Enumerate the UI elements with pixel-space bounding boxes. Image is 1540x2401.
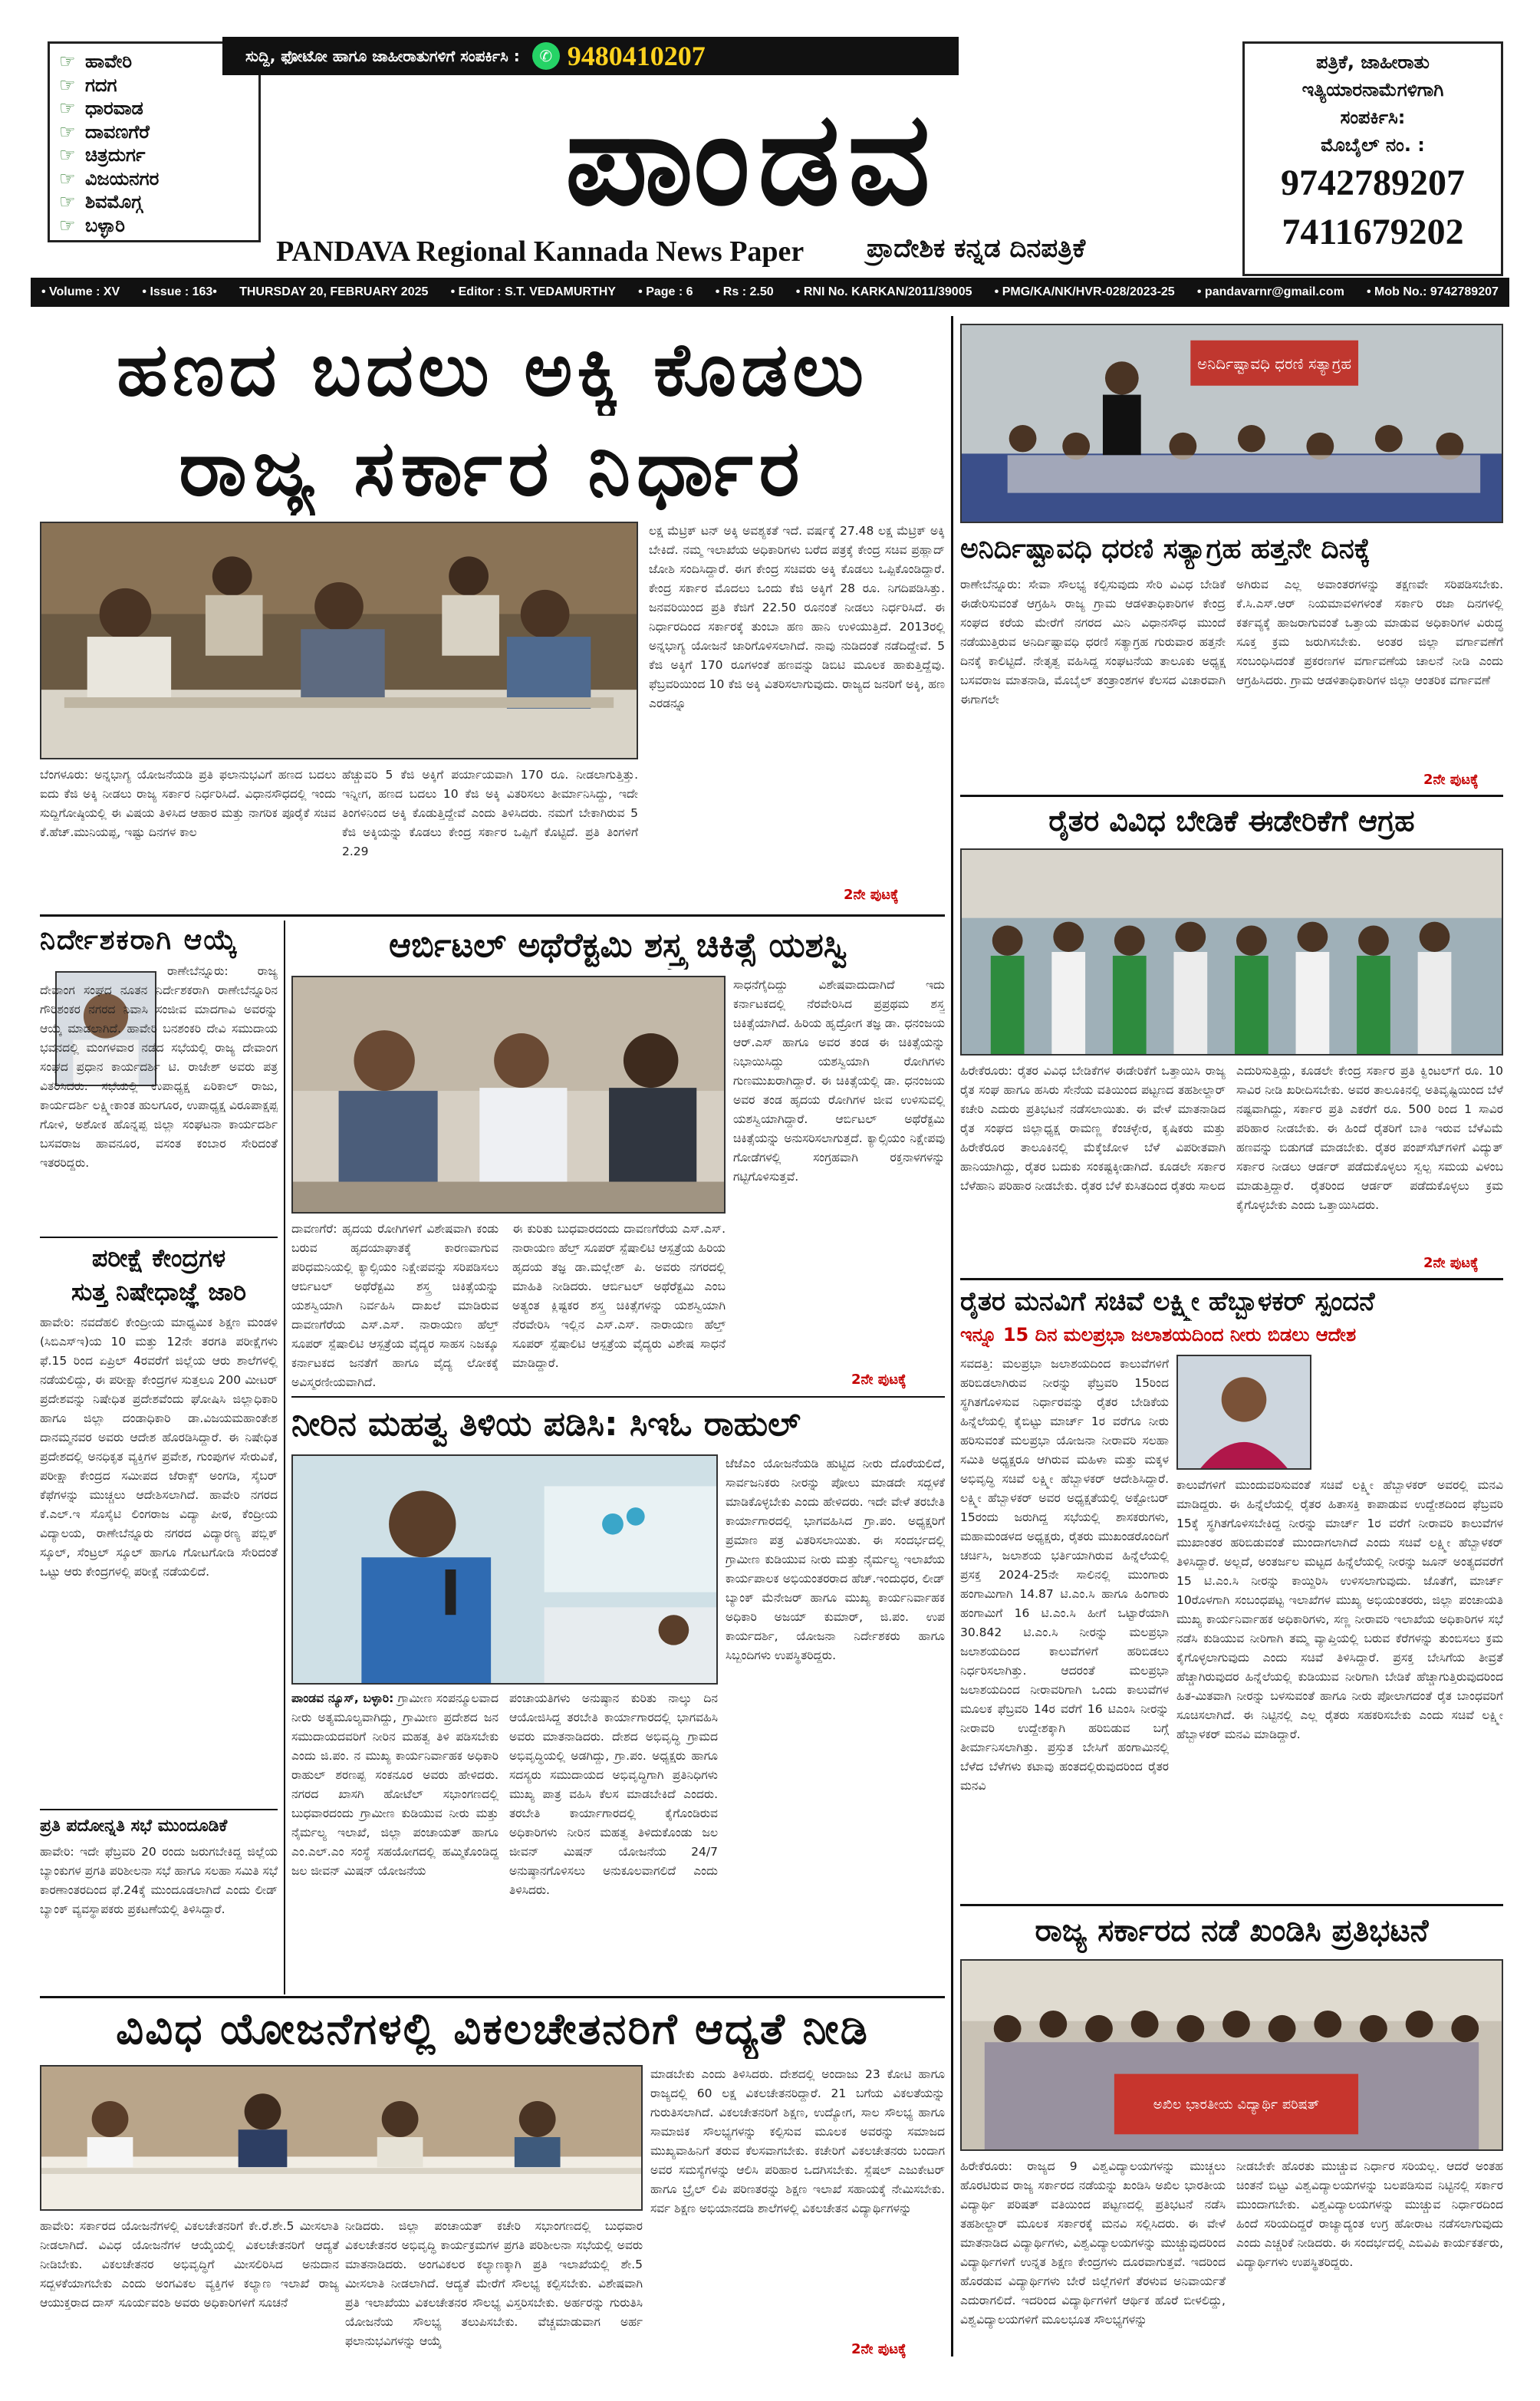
section-divider [40,1237,278,1238]
meeting-postponed-headline: ಪ್ರತಿ ಪದೋನ್ನತಿ ಸಭೆ ಮುಂದೂಡಿಕೆ [40,1816,228,1836]
issue-info-bar [31,278,1509,307]
farmers-protest-photo [962,850,1502,1054]
adbox-phone[interactable]: 7411679202 [1282,212,1464,252]
byline: ಪಾಂಡವ ನ್ಯೂಸ್, ಬಳ್ಳಾರಿ: [291,1691,394,1705]
whatsapp-icon: ✆ [532,42,560,70]
minister-response-headline: ರೈತರ ಮನವಿಗೆ ಸಚಿವೆ ಲಕ್ಷ್ಮೀ ಹೆಬ್ಬಾಳಕರ್ ಸ್ಪಂದನೆ [960,1286,1375,1317]
contact-phone[interactable]: 9480410207 [567,41,706,71]
minister-body-col2: ಕಾಲುವೆಗಳಿಗೆ ಮುಂದುವರಿಸುವಂತೆ ಸಚಿವೆ ಲಕ್ಷ್ಮೀ ಹೆಬ್ಬಾಳಕರ್ ಅವರಲ್ಲಿ ಮನವಿ ಮಾಡಿದ್ದರು. ಈ ಹಿನ್ನೆಲೆಯಲ್ಲಿ ರೈತರ ಹಿತಾಸಕ್ತಿ ಕಾಪಾಡುವ ಉದ್ದೇಶದಿಂದ ಫೆಬ್ರವರಿ 15ಕ್ಕೆ ಸ್ಥಗಿತಗೊಳಿಸಬೇಕಿದ್ದ ನೀರನ್ನು ಮಾರ್ಚ್ 1ರ ವರೆಗೆ ನೀರಾವರಿ ಕಾಲುವೆಗಳ ಮುಖಾಂತರ ಹರಿಬಿಡುವಂತೆ ಮುಂದಾಗಲಾಗಿದೆ ಎಂದು ಸಚಿವೆ ಲಕ್ಷ್ಮೀ ಹೆಬ್ಬಾಳಕರ್ ತಿಳಿಸಿದ್ದಾರೆ. ಅಲ್ಲದೆ, ಅಂತರ್ಜಲ ಮಟ್ಟದ ಹಿನ್ನೆಲೆಯಲ್ಲಿ ನೀರನ್ನು ಜೂನ್ ಅಂತ್ಯದವರೆಗೆ 15 ಟಿ.ಎಂ.ಸಿ ನೀರನ್ನು ಕಾಯ್ದಿರಿಸಿ ಉಳಿಸಲಾಗುವುದು. ಜೊತೆಗೆ, ಮಾರ್ಚ್ 10ರೊಳಗಾಗಿ ಸಂಬಂಧಪಟ್ಟ ಇಲಾಖೆಗಳ ಮುಖ್ಯ ಅಭಿಯಂತರರು, ಜಿಲ್ಲಾ ಪಂಚಾಯತಿ ಮುಖ್ಯ ಕಾರ್ಯನಿರ್ವಾಹಕ ಅಧಿಕಾರಿಗಳು, ಸಣ್ಣ ನೀರಾವರಿ ಇಲಾಖೆಯ ಅಧಿಕಾರಿಗಳ ಸಭೆ ನಡೆಸಿ ಕುಡಿಯುವ ನೀರಿಗಾಗಿ ತಮ್ಮ ವ್ಯಾಪ್ತಿಯಲ್ಲಿ ಬರುವ ಕೆರೆಗಳನ್ನು ತುಂಬಿಸಲು ಕ್ರಮ ಕೈಗೊಳ್ಳಲಾಗುವುದು ಎಂದು ಸಚಿವೆ ತಿಳಿಸಿದ್ದಾರೆ. ಪ್ರಸಕ್ತ ಬೇಸಿಗೆಯ ತೀವ್ರತೆ ಹೆಚ್ಚಾಗಿರುವುದರ ಹಿನ್ನೆಲೆಯಲ್ಲಿ ಕುಡಿಯುವ ನೀರಿಗಾಗಿ ಬೇಡಿಕೆ ಹೆಚ್ಚಾಗುತ್ತಿರುವುದರಿಂದ ಹಿತ-ಮಿತವಾಗಿ ನೀರನ್ನು ಬಳಸುವಂತೆ ಹಾಗೂ ನೀರು ಪೋಲಾಗದಂತೆ ರೈತ ಬಾಂಧವರಿಗೆ ಸೂಚಿಸಲಾಗಿದೆ. ಈ ನಿಟ್ಟಿನಲ್ಲಿ ಎಲ್ಲ ರೈತರು ಸಹಕರಿಸಬೇಕು ಎಂದು ಸಚಿವೆ ಲಕ್ಷ್ಮೀ ಹೆಬ್ಬಾಳಕರ್ ಮನವಿ ಮಾಡಿದ್ದಾರೆ. [1176,1478,1503,1741]
district-item: ☞ ದಾವಣಗೆರೆ [59,120,150,143]
tagline-english: PANDAVA Regional Kannada News Paper [276,235,805,268]
continued-marker: 2ನೇ ಪುಟಕ್ಕೆ [851,1372,907,1388]
district-item: ☞ ವಿಜಯನಗರ [59,167,160,189]
director-body: ರಾಣೇಬೆನ್ನೂರು: ರಾಜ್ಯ ದೇವಾಂಗ ಸಂಘದ ನೂತನ ನಿರ್ದೇಶಕರಾಗಿ ರಾಣೇಬೆನ್ನೂರಿನ ಗೌರಿಶಂಕರ ನಗರದ ನಿವಾಸಿ ಸಂಜೀವ ಮಾದಗಾವಿ ಅವರನ್ನು ಆಯ್ಕೆ ಮಾಡಲಾಗಿದೆ. ಹಾವೇರಿ ಬನಶಂಕರಿ ದೇವಿ ಸಮುದಾಯ ಭವನದಲ್ಲಿ ಮಂಗಳವಾರ ನಡೆದ ಸಭೆಯಲ್ಲಿ ರಾಜ್ಯ ದೇವಾಂಗ ಸಂಘದ ಪ್ರಧಾನ ಕಾರ್ಯದರ್ಶಿ ಟಿ. ರಾಜೇಶ್ ಅವರು ಪತ್ರ ವಿತರಿಸಿದರು. ಸಭೆಯಲ್ಲಿ ಉಪಾಧ್ಯಕ್ಷ ಏರಿಕಾಲ್ ರಾಜು, ಕಾರ್ಯದರ್ಶಿ ಲಕ್ಷ್ಮೀಕಾಂತ ಹುಲಗೂರ, ಉಪಾಧ್ಯಕ್ಷ ವಿರೂಪಾಕ್ಷಪ್ಪ ಗೋಳಿ, ಅಶೋಕ ಹೊನ್ನಪ್ಪ ಜಿಲ್ಲಾ ಸಂಘಟನಾ ಕಾರ್ಯದರ್ಶಿ ಬಸವರಾಜ ಹಾವನೂರ, ವಸಂತ ಕಂಬಾರ ಸೇರಿದಂತೆ ಇತರರಿದ್ದರು. [40,964,278,1170]
dharani-headline: ಅನಿರ್ದಿಷ್ಟಾವಧಿ ಧರಣಿ ಸತ್ಯಾಗ್ರಹ ಹತ್ತನೇ ದಿನಕ್ಕೆ [960,533,1371,565]
price: • Rs : 2.50 [715,285,774,298]
disability-body-col1: ಹಾವೇರಿ: ಸರ್ಕಾರದ ಯೋಜನೆಗಳಲ್ಲಿ ವಿಕಲಚೇತನರಿಗೆ ಕೇ.ರೆ.ಶೇ.5 ಮೀಸಲಾತಿ ನೀಡಲಾಗಿದೆ. ವಿವಿಧ ಯೋಜನೆಗಳ ಆಯ್ಕೆಯಲ್ಲಿ ವಿಕಲಚೇತನರಿಗೆ ಆದ್ಯತೆ ನೀಡಿಬೇಕು. ವಿಕಲಚೇತನರ ಅಭಿವೃದ್ಧಿಗೆ ಮೀಸಲಿರಿಸಿದ ಅನುದಾನ ಸದ್ಬಳಕೆಯಾಗಬೇಕು ಎಂದು ಅಂಗವಿಕಲ ವ್ಯಕ್ತಿಗಳ ಕಲ್ಯಾಣ ಇಲಾಖೆ ರಾಜ್ಯ ಆಯುಕ್ತರಾದ ದಾಸ್ ಸೂರ್ಯವಂಶಿ ಅವರು ಅಧಿಕಾರಿಗಳಿಗೆ ಸೂಚನೆ [40,2219,339,2310]
district-item: ☞ ಶಿವಮೊಗ್ಗ [59,191,143,213]
banner-text: ಅನಿರ್ದಿಷ್ಟಾವಧಿ ಧರಣಿ ಸತ್ಯಾಗ್ರಹ [1197,355,1352,374]
continued-marker: 2ನೇ ಪುಟಕ್ಕೆ [1419,772,1479,788]
lead-body-col1: ಬೆಂಗಳೂರು: ಅನ್ನಭಾಗ್ಯ ಯೋಜನೆಯಡಿ ಪ್ರತಿ ಫಲಾನುಭವಿಗೆ ಹಣದ ಬದಲು ಐದು ಕೆಜಿ ಅಕ್ಕಿ ನೀಡಲು ರಾಜ್ಯ ಸರ್ಕಾರ ನಿರ್ಧರಿಸಿದೆ. ವಿಧಾನಸೌಧದಲ್ಲಿ ಇಂದು ಸುದ್ದಿಗೋಷ್ಠಿಯಲ್ಲಿ ಈ ವಿಷಯ ತಿಳಿಸಿದ ಆಹಾರ ಮತ್ತು ನಾಗರಿಕ ಪೂರೈಕೆ ಸಚಿವ ಕೆ.ಹೆಚ್.ಮುನಿಯಪ್ಪ, ಇಷ್ಟು ದಿನಗಳ ಕಾಲ [40,768,336,839]
farmers-demand-headline: ರೈತರ ವಿವಿಧ ಬೇಡಿಕೆ ಈಡೇರಿಕೆಗೆ ಆಗ್ರಹ [1048,804,1415,838]
disability-photo [40,2065,643,2211]
editor: • Editor : S.T. VEDAMURTHY [450,285,616,298]
orbital-body-col2: ಈ ಕುರಿತು ಬುಧವಾರದಂದು ದಾವಣಗೆರೆಯ ಎಸ್.ಎಸ್. ನಾರಾಯಣ ಹೆಲ್ತ್ ಸೂಪರ್ ಸ್ಪೆಷಾಲಿಟಿ ಆಸ್ಪತ್ರೆಯ ಹಿರಿಯ ಹೃದಯ ತಜ್ಞ ಡಾ.ಮಲ್ಲೇಶ್ ಪಿ. ಅವರು ನಗರದಲ್ಲಿ ಮಾಹಿತಿ ನೀಡಿದರು. ಆರ್ಬಿಟಲ್ ಅಥೆರೆಕ್ಟಮಿ ಎಂಬ ಅತ್ಯಂತ ಕ್ಲಿಷ್ಟಕರ ಶಸ್ತ್ರ ಚಿಕಿತ್ಸೆಗಳನ್ನು ಯಶಸ್ವಿಯಾಗಿ ನೆರವೇರಿಸಿ ಇಲ್ಲಿನ ಎಸ್.ಎಸ್. ನಾರಾಯಣ ಹೆಲ್ತ್ ಸೂಪರ್ ಸ್ಪೆಷಾಲಿಟಿ ಆಸ್ಪತ್ರೆಯ ವೈದ್ಯರು ವಿಶೇಷ ಸಾಧನೆ ಮಾಡಿದ್ದಾರೆ. [512,1222,726,1370]
rni-number: • RNI No. KARKAN/2011/39005 [795,285,972,298]
section-divider [291,1396,945,1398]
volume: • Volume : XV [41,285,120,298]
continued-marker: 2ನೇ ಪುಟಕ್ಕೆ [1419,1255,1479,1271]
water-body-col3: ಜೆಜೆಎಂ ಯೋಜನೆಯಡಿ ಹುಟ್ಟಿದ ನೀರು ದೊರೆಯಲಿದೆ, ಸಾರ್ವಜನಿಕರು ನೀರನ್ನು ಪೋಲು ಮಾಡದೇ ಸದ್ಬಳಕೆ ಮಾಡಿಕೊಳ್ಳಬೇಕು ಎಂದು ಹೇಳಿದರು. ಇದೇ ವೇಳೆ ತರಬೇತಿ ಕಾರ್ಯಾಗಾರದಲ್ಲಿ ಭಾಗವಹಿಸಿದ ಗ್ರಾ.ಪಂ. ಅಧ್ಯಕ್ಷರಿಗೆ ಪ್ರಮಾಣ ಪತ್ರ ವಿತರಿಸಲಾಯಿತು. ಈ ಸಂದರ್ಭದಲ್ಲಿ ಗ್ರಾಮೀಣ ಕುಡಿಯುವ ನೀರು ಮತ್ತು ನೈರ್ಮಲ್ಯ ಇಲಾಖೆಯ ಕಾರ್ಯಪಾಲಕ ಅಭಿಯಂತರರಾದ ಹೆಚ್.ಇಂದುಧರ, ಲೀಡ್ ಬ್ಯಾಂಕ್ ಮೆನೇಜರ್ ಹಾಗೂ ಮುಖ್ಯ ಕಾರ್ಯನಿರ್ವಾಹಕ ಅಧಿಕಾರಿ ಅಜಯ್ ಕುಮಾರ್, ಜಿ.ಪಂ. ಉಪ ಕಾರ್ಯದರ್ಶಿ, ಯೋಜನಾ ನಿರ್ದೇಶಕರು ಹಾಗೂ ಸಿಬ್ಬಂದಿಗಳು ಉಪಸ್ಥಿತರಿದ್ದರು. [726,1457,945,1662]
water-headline: ನೀರಿನ ಮಹತ್ವ ತಿಳಿಯ ಪಡಿಸಿ: ಸಿಇಓ ರಾಹುಲ್ [291,1405,801,1444]
disability-body-col2: ನೀಡಿದರು. ಜಿಲ್ಲಾ ಪಂಚಾಯತ್ ಕಚೇರಿ ಸಭಾಂಗಣದಲ್ಲಿ ಬುಧವಾರ ವಿಕಲಚೇತನರ ಅಭಿವೃದ್ಧಿ ಕಾರ್ಯಕ್ರಮಗಳ ಪ್ರಗತಿ ಪರಿಶೀಲನಾ ಸಭೆಯಲ್ಲಿ ಅವರು ಮಾತನಾಡಿದರು. ಅಂಗವಿಕಲರ ಕಲ್ಯಾಣಕ್ಕಾಗಿ ಪ್ರತಿ ಇಲಾಖೆಯಲ್ಲಿ ಶೇ.5 ಮೀಸಲಾತಿ ನೀಡಲಾಗಿದೆ. ಆದ್ಯತೆ ಮೇರೆಗೆ ಸೌಲಭ್ಯ ಕಲ್ಪಿಸಬೇಕು. ವಿಶೇಷವಾಗಿ ಪ್ರತಿ ಇಲಾಖೆಯು ವಿಕಲಚೇತನರ ಸೌಲಭ್ಯ ವಿಸ್ತರಿಸಬೇಕು. ಅರ್ಹರನ್ನು ಗುರುತಿಸಿ ಯೋಜನೆಯ ಸೌಲಭ್ಯ ತಲುಪಿಸಬೇಕು. ವೆಚ್ಚಮಾಡುವಾಗ ಅರ್ಹ ಫಲಾನುಭವಿಗಳನ್ನು ಆಯ್ಕೆ [345,2219,643,2348]
farmers-demand-body-col1: ಹಿರೇಕೆರೂರು: ರೈತರ ವಿವಿಧ ಬೇಡಿಕೆಗಳ ಈಡೇರಿಕೆಗೆ ಒತ್ತಾಯಿಸಿ ರಾಜ್ಯ ರೈತ ಸಂಘ ಹಾಗೂ ಹಸಿರು ಸೇನೆಯ ವತಿಯಿಂದ ಪಟ್ಟಣದ ತಹಶೀಲ್ದಾರ್ ಕಚೇರಿ ಎದುರು ಪ್ರತಿಭಟನೆ ನಡೆಸಲಾಯಿತು. ಈ ವೇಳೆ ಮಾತನಾಡಿದ ರೈತ ಸಂಘದ ಜಿಲ್ಲಾಧ್ಯಕ್ಷ ರಾಮಣ್ಣ ಕೆಂಚಳ್ಳೇರ, ಕೃಷಿಕರು ಮತ್ತು ಹಿರೇಕೆರೂರ ತಾಲೂಕಿನಲ್ಲಿ ಮೆಕ್ಕೆಜೋಳ ಬೆಳೆ ವಿಪರೀತವಾಗಿ ಹಾನಿಯಾಗಿದ್ದು, ರೈತರ ಬದುಕು ಸಂಕಷ್ಟಕ್ಕೀಡಾಗಿದೆ. ಕೂಡಲೇ ಸರ್ಕಾರ ಬೆಳೆಹಾನಿ ಪರಿಹಾರ ನೀಡಬೇಕು. ರೈತರ ಬೆಳೆ ಕುಸಿತದಿಂದ ರೈತರು ಸಾಲದ [960,1064,1226,1193]
state-protest-body-col2: ನೀಡಬೇಕೇ ಹೊರತು ಮುಚ್ಚುವ ನಿರ್ಧಾರ ಸರಿಯಲ್ಲ. ಆದರೆ ಅಂತಹ ಚಿಂತನೆ ಬಿಟ್ಟು ವಿಶ್ವವಿದ್ಯಾಲಯಗಳನ್ನು ಬಲಪಡಿಸುವ ನಿಟ್ಟಿನಲ್ಲಿ ಸರ್ಕಾರ ಮುಂದಾಗಬೇಕು. ವಿಶ್ವವಿದ್ಯಾಲಯಗಳನ್ನು ಮುಚ್ಚುವ ನಿರ್ಧಾರದಿಂದ ಹಿಂದೆ ಸರಿಯದಿದ್ದರೆ ರಾಜ್ಯಾದ್ಯಂತ ಉಗ್ರ ಹೋರಾಟ ನಡೆಸಲಾಗುವುದು ಎಂದು ಎಚ್ಚರಿಕೆ ನೀಡಿದರು. ಈ ಸಂದರ್ಭದಲ್ಲಿ ಎಬಿವಿಪಿ ಕಾರ್ಯಕರ್ತರು, ವಿದ್ಯಾರ್ಥಿಗಳು ಉಪಸ್ಥಿತರಿದ್ದರು. [1236,2159,1503,2269]
state-protest-photo [960,1959,1503,2151]
review-meeting-photo [41,2067,641,2209]
section-divider [40,914,945,917]
district-item: ☞ ಧಾರವಾಡ [59,97,143,120]
minister-body-col1: ಸವದತ್ತಿ: ಮಲಪ್ರಭಾ ಜಲಾಶಯದಿಂದ ಕಾಲುವೆಗಳಿಗೆ ಹರಿಬಿಡಲಾಗಿರುವ ನೀರನ್ನು ಫೆಬ್ರವರಿ 15ರಿಂದ ಸ್ಥಗಿತಗೊಳಿಸುವ ನಿರ್ಧಾರವನ್ನು ರೈತರ ಬೇಡಿಕೆಯ ಹಿನ್ನೆಲೆಯಲ್ಲಿ ಕೈಬಿಟ್ಟು ಮಾರ್ಚ್ 1ರ ವರೆಗೂ ನೀರು ಹರಿಸುವಂತೆ ಮಲಪ್ರಭಾ ಯೋಜನಾ ನೀರಾವರಿ ಸಲಹಾ ಸಮಿತಿ ಅಧ್ಯಕ್ಷರೂ ಆಗಿರುವ ಮಹಿಳಾ ಮತ್ತು ಮಕ್ಕಳ ಅಭಿವೃದ್ಧಿ ಸಚಿವೆ ಲಕ್ಷ್ಮೀ ಹೆಬ್ಬಾಳಕರ್ ಆದೇಶಿಸಿದ್ದಾರೆ. ಲಕ್ಷ್ಮೀ ಹೆಬ್ಬಾಳಕರ್ ಅವರ ಅಧ್ಯಕ್ಷತೆಯಲ್ಲಿ ಅಕ್ಟೋಬರ್ 15ರಂದು ಜರುಗಿದ್ದ ಸಭೆಯಲ್ಲಿ ಶಾಸಕರುಗಳು, ಮಹಾಮಂಡಳದ ಅಧ್ಯಕ್ಷರು, ರೈತರು ಮುಖಂಡರೊಂದಿಗೆ ಚರ್ಚಿಸಿ, ಜಲಾಶಯ ಭರ್ತಿಯಾಗಿರುವ ಹಿನ್ನೆಲೆಯಲ್ಲಿ ಪ್ರಸಕ್ತ 2024-25ನೇ ಸಾಲಿನಲ್ಲಿ ಮುಂಗಾರು ಹಂಗಾಮಿಗಾಗಿ 14.87 ಟಿ.ಎಂ.ಸಿ ಹಾಗೂ ಹಿಂಗಾರು ಹಂಗಾಮಿಗೆ 16 ಟಿ.ಎಂ.ಸಿ ಹೀಗೆ ಒಟ್ಟಾರೆಯಾಗಿ 30.842 ಟಿ.ಎಂ.ಸಿ ನೀರನ್ನು ಮಲಪ್ರಭಾ ಜಲಾಶಯದಿಂದ ಕಾಲುವೆಗಳಿಗೆ ಹರಿಬಿಡಲು ನಿರ್ಧರಿಸಲಾಗಿತ್ತು. ಆದರಂತೆ ಮಲಪ್ರಭಾ ಜಲಾಶಯದಿಂದ ನೀರಾವರಿಗಾಗಿ ಒಂದು ಕಾಲುವೆಗಳ ಮೂಲಕ ಫೆಬ್ರವರಿ 14ರ ವರೆಗೆ 16 ಟಿಎಂಸಿ ನೀರನ್ನು ನೀರಾವರಿ ಉದ್ದೇಶಕ್ಕಾಗಿ ಹರಿಬಿಡುವ ಬಗ್ಗೆ ತೀರ್ಮಾನಿಸಲಾಗಿತ್ತು. ಪ್ರಸ್ತುತ ಬೇಸಿಗೆ ಹಂಗಾಮಿನಲ್ಲಿ ಬೆಳೆದ ಬೆಳೆಗಳು ಕಟಾವು ಹಂತದಲ್ಲಿರುವುದರಿಂದ ರೈತರ ಮನವಿ [960,1357,1169,1793]
pointing-hand-icon: ☞ [59,144,76,166]
pointing-hand-icon: ☞ [59,191,76,213]
dharani-body-col1: ರಾಣೇಬೆನ್ನೂರು: ಸೇವಾ ಸೌಲಭ್ಯ ಕಲ್ಪಿಸುವುದು ಸೇರಿ ವಿವಿಧ ಬೇಡಿಕೆ ಈಡೇರಿಸುವಂತೆ ಆಗ್ರಹಿಸಿ ರಾಜ್ಯ ಗ್ರಾಮ ಆಡಳಿತಾಧಿಕಾರಿಗಳ ಕೇಂದ್ರ ಸಂಘದ ಕರೆಯ ಮೇರೆಗೆ ನಗರದ ಮಿನಿ ವಿಧಾನಸೌಧ ಮುಂದೆ ನಡೆಯುತ್ತಿರುವ ಅನಿರ್ದಿಷ್ಟಾವಧಿ ಧರಣಿ ಸತ್ಯಾಗ್ರಹ ಗುರುವಾರ ಹತ್ತನೇ ದಿನಕ್ಕೆ ಕಾಲಿಟ್ಟಿದೆ. ನೇತೃತ್ವ ವಹಿಸಿದ್ದ ಸಂಘಟನೆಯ ತಾಲೂಕು ಅಧ್ಯಕ್ಷ ಬಸವರಾಜ ಮಾತನಾಡಿ, ಮೊಬೈಲ್ ತಂತ್ರಾಂಶಗಳ ಕೆಲಸದ ವಿಚಾರವಾಗಿ ಈಗಾಗಲೇ [960,578,1226,706]
continued-marker: 2ನೇ ಪುಟಕ್ಕೆ [844,887,899,903]
exam-headline-line2: ಸುತ್ತ ನಿಷೇಧಾಜ್ಞೆ ಜಾರಿ [71,1277,247,1306]
exam-headline-line1: ಪರೀಕ್ಷೆ ಕೇಂದ್ರಗಳ [91,1243,226,1273]
water-body-col1 [291,1689,499,1991]
issue-number: • Issue : 163• [142,285,217,298]
pmg-number: • PMG/KA/NK/HVR-028/2023-25 [994,285,1175,298]
orbital-body-col1: ದಾವಣಗೆರೆ: ಹೃದಯ ರೋಗಿಗಳಿಗೆ ವಿಶೇಷವಾಗಿ ಕಂಡು ಬರುವ ಹೃದಯಾಘಾತಕ್ಕೆ ಕಾರಣವಾಗುವ ಪರಿಧಮನಿಯಲ್ಲಿ ಕ್ಯಾಲ್ಸಿಯಂ ನಿಕ್ಷೇಪವನ್ನು ಸರಿಪಡಿಸಲು ಆರ್ಬಿಟಲ್ ಅಥೆರೆಕ್ಟಮಿ ಶಸ್ತ್ರ ಚಿಕಿತ್ಸೆಯನ್ನು ಯಶಸ್ವಿಯಾಗಿ ನಿರ್ವಹಿಸಿ ದಾಖಲೆ ಮಾಡಿರುವ ದಾವಣಗೆರೆಯ ಎಸ್.ಎಸ್. ನಾರಾಯಣ ಹೆಲ್ತ್ ಸೂಪರ್ ಸ್ಪೆಷಾಲಿಟಿ ಆಸ್ಪತ್ರೆಯ ವೈದ್ಯರ ಸಾಹಸ ನಿಜಕ್ಕೂ ಕರ್ನಾಟಕದ ಜನತೆಗೆ ಹಾಗೂ ವೈದ್ಯ ಲೋಕಕ್ಕೆ ಅವಿಸ್ಮರಣೀಯವಾಗಿದೆ. [291,1222,499,1389]
disability-headline: ವಿವಿಧ ಯೋಜನೆಗಳಲ್ಲಿ ವಿಕಲಚೇತನರಿಗೆ ಆದ್ಯತೆ ನೀಡಿ [116,2004,869,2054]
lead-body-col3: ಲಕ್ಷ ಮೆಟ್ರಿಕ್ ಟನ್ ಅಕ್ಕಿ ಅವಶ್ಯಕತೆ ಇದೆ. ವರ್ಷಕ್ಕೆ 27.48 ಲಕ್ಷ ಮೆಟ್ರಿಕ್ ಅಕ್ಕಿ ಬೇಕಿದೆ. ನಮ್ಮ ಇಲಾಖೆಯ ಅಧಿಕಾರಿಗಳು ಬರೆದ ಪತ್ರಕ್ಕೆ ಕೇಂದ್ರ ಸಚಿವ ಪ್ರಹ್ಲಾದ್ ಜೋಶಿ ಸಂದಿಸಿದ್ದಾರೆ. ಈಗ ಕೇಂದ್ರ ಸಚಿವರು ಅಕ್ಕಿ ಕೊಡಲು ಒಪ್ಪಿಕೊಂಡಿದ್ದಾರೆ. ಕೇಂದ್ರ ಸರ್ಕಾರ ಮೊದಲು ಒಂದು ಕೆಜಿ ಅಕ್ಕಿಗೆ 28 ರೂ. ನಿಗದಿಪಡಿಸಿತ್ತು. ಜನವರಿಯಿಂದ ಪ್ರತಿ ಕೆಜಿಗೆ 22.50 ರೂನಂತೆ ನೀಡಲು ನಿರ್ಧರಿಸಿದೆ. ಈ ನಿರ್ಧಾರದಿಂದ ಸರ್ಕಾರಕ್ಕೆ ತುಂಬಾ ಹಣ ಹಾನಿ ಉಳಿಯುತ್ತಿದೆ. 2013ರಲ್ಲಿ ಅನ್ನಭಾಗ್ಯ ಯೋಜನೆ ಜಾರಿಗೊಳಿಸಲಾಗಿದೆ. ನಾವು ನುಡಿದಂತೆ ನಡೆದಿದ್ದೇವೆ. 5 ಕೆಜಿ ಅಕ್ಕಿಗೆ 170 ರೂಗಳಂತೆ ಹಣವನ್ನು ಡಿಬಿಟಿ ಮೂಲಕ ಹಾಕುತ್ತಿದ್ದೆವು. ಫೆಬ್ರವರಿಯಿಂದ 10 ಕೆಜಿ ಅಕ್ಕಿ ವಿತರಿಸಲಾಗುವುದು. ರಾಜ್ಯದ ಜನರಿಗೆ ಅಕ್ಕಿ, ಹಣ ಎರಡನ್ನೂ [649,524,945,710]
students-protest-photo [962,1961,1502,2149]
masthead [31,31,1509,298]
lead-headline-line1: ಹಣದ ಬದಲು ಅಕ್ಕಿ ಕೊಡಲು [116,327,869,413]
column-divider [951,316,953,2357]
issue-date: THURSDAY 20, FEBRUARY 2025 [239,285,429,298]
district-item: ☞ ಬಳ್ಳಾರಿ [59,214,125,236]
minister-photo [1178,1356,1310,1468]
pointing-hand-icon: ☞ [59,214,76,236]
contact-strip [222,37,959,75]
orbital-photo [291,976,726,1214]
section-divider [960,1278,1503,1280]
doctors-press-photo [293,977,724,1212]
district-item: ☞ ಚಿತ್ರದುರ್ಗ [59,144,146,166]
adbox-line: ಪತ್ರಿಕೆ, ಜಾಹೀರಾತು [1316,51,1430,73]
page-number: • Page : 6 [638,285,693,298]
press-meet-photo [41,523,637,758]
pointing-hand-icon: ☞ [59,74,76,96]
mobile-number: • Mob No.: 9742789207 [1366,285,1499,298]
pointing-hand-icon: ☞ [59,120,76,143]
water-photo [291,1454,718,1685]
adbox-line: ಇತ್ಯಿಯಾರನಾಮೆಗಳಿಗಾಗಿ [1301,79,1444,100]
section-divider [960,795,1503,797]
state-protest-body-col1: ಹಿರೇಕೆರೂರು: ರಾಜ್ಯದ 9 ವಿಶ್ವವಿದ್ಯಾಲಯಗಳನ್ನು ಮುಚ್ಚಲು ಹೊರಟಿರುವ ರಾಜ್ಯ ಸರ್ಕಾರದ ನಡೆಯನ್ನು ಖಂಡಿಸಿ ಅಖಿಲ ಭಾರತೀಯ ವಿದ್ಯಾರ್ಥಿ ಪರಿಷತ್ ವತಿಯಿಂದ ಪಟ್ಟಣದಲ್ಲಿ ಪ್ರತಿಭಟನೆ ನಡೆಸಿ ತಹಶೀಲ್ದಾರ್ ಮೂಲಕ ಸರ್ಕಾರಕ್ಕೆ ಮನವಿ ಸಲ್ಲಿಸಿದರು. ಈ ವೇಳೆ ಮಾತನಾಡಿದ ವಿದ್ಯಾರ್ಥಿಗಳು, ವಿಶ್ವವಿದ್ಯಾಲಯಗಳನ್ನು ಮುಚ್ಚುವುದರಿಂದ ವಿದ್ಯಾರ್ಥಿಗಳಿಗೆ ಉನ್ನತ ಶಿಕ್ಷಣ ಕೇಂದ್ರಗಳು ದೂರವಾಗುತ್ತವೆ. ಇದರಿಂದ ಹೊರಡುವ ವಿದ್ಯಾರ್ಥಿಗಳು ಬೇರೆ ಜಿಲ್ಲೆಗಳಿಗೆ ತೆರಳುವ ಅನಿವಾರ್ಯತೆ ಎದುರಾಗಲಿದೆ. ಇದರಿಂದ ವಿದ್ಯಾರ್ಥಿಗಳಿಗೆ ಆರ್ಥಿಕ ಹೊರೆ ಬೀಳಲಿದ್ದು, ವಿಶ್ವವಿದ್ಯಾಲಯಗಳಿಗೆ ಮೂಲಭೂತ ಸೌಲಭ್ಯಗಳನ್ನು [960,2159,1226,2327]
tagline-kannada: ಪ್ರಾದೇಶಿಕ ಕನ್ನಡ ದಿನಪತ್ರಿಕೆ [867,233,1086,264]
dharani-protest-photo [962,325,1502,522]
lead-photo [40,522,638,759]
lead-headline-line2: ರಾಜ್ಯ ಸರ್ಕಾರ ನಿರ್ಧಾರ [179,423,806,513]
minister-portrait [1176,1355,1311,1470]
director-headline: ನಿರ್ದೇಶಕರಾಗಿ ಆಯ್ಕೆ [40,924,239,956]
ceo-speech-photo [293,1456,716,1683]
state-protest-headline: ರಾಜ್ಯ ಸರ್ಕಾರದ ನಡೆ ಖಂಡಿಸಿ ಪ್ರತಿಭಟನೆ [1035,1913,1429,1948]
district-item: ☞ ಹಾವೇರಿ [59,51,133,73]
banner-text: ಅಖಿಲ ಭಾರತೀಯ ವಿದ್ಯಾರ್ಥಿ ಪರಿಷತ್ [1153,2096,1320,2113]
pointing-hand-icon: ☞ [59,97,76,120]
adbox-line: ಸಂಪರ್ಕಿಸಿ: [1340,107,1406,128]
water-body-text: ಗ್ರಾಮೀಣ ಸಂಪನ್ಮೂಲವಾದ ನೀರು ಅತ್ಯಮೂಲ್ಯವಾಗಿದ್ದು, ಗ್ರಾಮೀಣ ಪ್ರದೇಶದ ಜನ ಸಮುದಾಯದವರಿಗೆ ನೀರಿನ ಮಹತ್ವ ತಿಳಿ ಪಡಿಸಬೇಕು ಎಂದು ಜಿ.ಪಂ. ನ ಮುಖ್ಯ ಕಾರ್ಯನಿರ್ವಾಹಕ ಅಧಿಕಾರಿ ರಾಹುಲ್ ಶರಣಪ್ಪ ಸಂಕನೂರ ಅವರು ಹೇಳಿದರು. ನಗರದ ಖಾಸಗಿ ಹೋಟೆಲ್ ಸಭಾಂಗಣದಲ್ಲಿ ಬುಧವಾರದಂದು ಗ್ರಾಮೀಣ ಕುಡಿಯುವ ನೀರು ಮತ್ತು ನೈರ್ಮಲ್ಯ ಇಲಾಖೆ, ಜಿಲ್ಲಾ ಪಂಚಾಯತ್ ಹಾಗೂ ಎಂ.ಎಲ್.ಎಂ ಸಂಸ್ಥೆ ಸಹಯೋಗದಲ್ಲಿ ಹಮ್ಮಿಕೊಂಡಿದ್ದ ಜಲ ಜೀವನ್ ಮಿಷನ್ ಯೋಜನೆಯ [291,1691,499,1878]
contact-label: ಸುದ್ದಿ, ಫೋಟೋ ಹಾಗೂ ಜಾಹೀರಾತುಗಳಿಗೆ ಸಂಪರ್ಕಿಸಿ : [245,47,520,65]
section-divider [960,1904,1503,1906]
dharani-photo [960,324,1503,523]
advertisement-contact-box [1242,41,1503,276]
orbital-body-col3: ಸಾಧನೆಗೈದಿದ್ದು ವಿಶೇಷವಾದುದಾಗಿದೆ ಇದು ಕರ್ನಾಟಕದಲ್ಲಿ ನೆರವೇರಿಸಿದ ಪ್ರಪ್ರಥಮ ಶಸ್ತ್ರ ಚಿಕಿತ್ಸೆಯಾಗಿದೆ. ಹಿರಿಯ ಹೃದ್ರೋಗ ತಜ್ಞ ಡಾ. ಧನಂಜಯ ಆರ್.ಎಸ್ ಹಾಗೂ ಅವರ ತಂಡ ಈ ಚಿಕಿತ್ಸೆಯನ್ನು ನಿಭಾಯಿಸಿದ್ದು ಯಶಸ್ವಿಯಾಗಿ ರೋಗಿಗಳು ಗುಣಮುಖರಾಗಿದ್ದಾರೆ. ಈ ಚಿಕಿತ್ಸೆಯಲ್ಲಿ ಡಾ. ಧನಂಜಯ ಅವರ ತಂಡ ಹೃದಯ ರೋಗಿಗಳ ಜೀವ ಉಳಿಸುವಲ್ಲಿ ಯಶಸ್ವಿಯಾಗಿದ್ದಾರೆ. ಆರ್ಬಿಟಲ್ ಅಥೆರೆಕ್ಟಮಿ ಚಿಕಿತ್ಸೆಯನ್ನು ಅನುಸರಿಸಲಾಗುತ್ತದೆ. ಕ್ಯಾಲ್ಸಿಯಂ ನಿಕ್ಷೇಪವು ಗೋಡೆಗಳಲ್ಲಿ ಸಂಗ್ರಹವಾಗಿ ರಕ್ತನಾಳಗಳನ್ನು ಗಟ್ಟಿಗೊಳಿಸುತ್ತವೆ. [733,978,945,1184]
lead-body-col2: ಹೆಚ್ಚುವರಿ 5 ಕೆಜಿ ಅಕ್ಕಿಗೆ ಪರ್ಯಾಯವಾಗಿ 170 ರೂ. ನೀಡಲಾಗುತ್ತಿತ್ತು. ಇನ್ನೀಗ, ಹಣದ ಬದಲು 10 ಕೆಜಿ ಅಕ್ಕಿ ವಿತರಿಸಲು ತೀರ್ಮಾನಿಸಿದ್ದು, ಇದೇ ತಿಂಗಳಿನಿಂದ ಅಕ್ಕಿ ಕೊಡುತ್ತಿದ್ದೇವೆ ಎಂದು ತಿಳಿಸಿದರು. ನಮಗೆ ಬೇಕಾಗಿರುವ 5 ಕೆಜಿ ಅಕ್ಕಿಯನ್ನು ಕೊಡಲು ಕೇಂದ್ರ ಸರ್ಕಾರ ಒಪ್ಪಿಗೆ ಕೊಟ್ಟಿದೆ. ಪ್ರತಿ ತಿಂಗಳಿಗೆ 2.29 [342,768,638,858]
meeting-postponed-body: ಹಾವೇರಿ: ಇದೇ ಫೆಬ್ರವರಿ 20 ರಂದು ಜರುಗಬೇಕಿದ್ದ ಜಿಲ್ಲೆಯ ಬ್ಯಾಂಕುಗಳ ಪ್ರಗತಿ ಪರಿಶೀಲನಾ ಸಭೆ ಹಾಗೂ ಸಲಹಾ ಸಮಿತಿ ಸಭೆ ಕಾರಣಾಂತರದಿಂದ ಫೆ.24ಕ್ಕೆ ಮುಂದೂಡಲಾಗಿದೆ ಎಂದು ಲೀಡ್ ಬ್ಯಾಂಕ್ ವ್ಯವಸ್ಥಾಪಕರು ಪ್ರಕಟಣೆಯಲ್ಲಿ ತಿಳಿಸಿದ್ದಾರೆ. [40,1845,278,1916]
exam-body: ಹಾವೇರಿ: ನವದೆಹಲಿ ಕೇಂದ್ರೀಯ ಮಾಧ್ಯಮಿಕ ಶಿಕ್ಷಣ ಮಂಡಳಿ (ಸಿಬಿಎಸ್‌ಇ)ಯ 10 ಮತ್ತು 12ನೇ ತರಗತಿ ಪರೀಕ್ಷೆಗಳು ಫೆ.15 ರಿಂದ ಏಪ್ರಿಲ್ 4ರವರೆಗೆ ಜಿಲ್ಲೆಯ ಆರು ಶಾಲೆಗಳಲ್ಲಿ ನಡೆಯಲಿದ್ದು, ಈ ಪರೀಕ್ಷಾ ಕೇಂದ್ರಗಳ ಸುತ್ತಲೂ 200 ಮೀಟರ್ ಪ್ರದೇಶವನ್ನು ನಿಷೇಧಿತ ಪ್ರದೇಶವೆಂದು ಘೋಷಿಸಿ ಜಿಲ್ಲಾಧಿಕಾರಿ ಹಾಗೂ ಜಿಲ್ಲಾ ದಂಡಾಧಿಕಾರಿ ಡಾ.ವಿಜಯಮಹಾಂತೇಶ ದಾನಮ್ಮನವರ ಅವರು ಆದೇಶ ಹೊರಡಿಸಿದ್ದಾರೆ. ಈ ನಿಷೇಧಿತ ಪ್ರದೇಶದಲ್ಲಿ ಅನಧಿಕೃತ ವ್ಯಕ್ತಿಗಳ ಪ್ರವೇಶ, ಗುಂಪುಗಳ ಸೇರುವಿಕೆ, ಪರೀಕ್ಷಾ ಕೇಂದ್ರದ ಸಮೀಪದ ಜೆರಾಕ್ಸ್ ಅಂಗಡಿ, ಸೈಬರ್ ಕೆಫೆಗಳನ್ನು ಮುಚ್ಚಲು ಆದೇಶಿಸಲಾಗಿದೆ. ಹಾವೇರಿ ನಗರದ ಕೆ.ಎಲ್.ಇ ಸೊಸೈಟಿ ಲಿಂಗರಾಜ ವಿದ್ಯಾ ಪೀಠ, ಕೆಂದ್ರೀಯ ವಿದ್ಯಾಲಯ, ರಾಣೇಬೆನ್ನೂರು ನಗರದ ವಿದ್ಯಾರಣ್ಯ ಪಬ್ಲಿಕ್ ಸ್ಕೂಲ್, ಸೆಂಟ್ರಲ್ ಸ್ಕೂಲ್ ಹಾಗೂ ಗೋಟಗೋಡಿ ಸೇರಿದಂತೆ ಒಟ್ಟು ಆರು ಕೇಂದ್ರಗಳಲ್ಲಿ ಪರೀಕ್ಷೆ ನಡೆಯಲಿದೆ. [40,1316,278,1579]
minister-response-subhead: ಇನ್ನೂ 15 ದಿನ ಮಲಪ್ರಭಾ ಜಲಾಶಯದಿಂದ ನೀರು ಬಿಡಲು ಆದೇಶ [960,1324,1357,1345]
section-divider [40,1809,278,1810]
orbital-headline: ಆರ್ಬಿಟಲ್ ಅಥೆರೆಕ್ಟಮಿ ಶಸ್ತ್ರ ಚಿಕಿತ್ಸೆ ಯಶಸ್ವಿ [389,926,847,965]
section-divider [40,1996,945,1998]
adbox-line: ಮೊಬೈಲ್ ನಂ. : [1321,134,1425,156]
newspaper-logo: ಪಾಂಡವ [564,82,939,234]
continued-marker: 2ನೇ ಪುಟಕ್ಕೆ [851,2341,907,2357]
email[interactable]: • pandavarnr@gmail.com [1196,285,1344,298]
adbox-phone[interactable]: 9742789207 [1281,163,1465,203]
pointing-hand-icon: ☞ [59,167,76,189]
water-body-col2: ಪಂಚಾಯತಿಗಳು ಅನುಷ್ಠಾನ ಕುರಿತು ನಾಲ್ಕು ದಿನ ಆಯೋಜಿಸಿದ್ದ ತರಬೇತಿ ಕಾರ್ಯಾಗಾರದಲ್ಲಿ ಭಾಗವಹಿಸಿ ಅವರು ಮಾತನಾಡಿದರು. ದೇಶದ ಅಭಿವೃದ್ಧಿ ಗ್ರಾಮದ ಅಭಿವೃದ್ಧಿಯಲ್ಲಿ ಅಡಗಿದ್ದು, ಗ್ರಾ.ಪಂ. ಅಧ್ಯಕ್ಷರು ಹಾಗೂ ಸದಸ್ಯರು ಸಮುದಾಯದ ಅಭಿವೃದ್ಧಿಗಾಗಿ ಪ್ರತಿನಿಧಿಗಳು ಮುಖ್ಯ ಪಾತ್ರ ವಹಿಸಿ ಕೆಲಸ ಮಾಡಬೇಕಿದೆ ಎಂದರು. ತರಬೇತಿ ಕಾರ್ಯಾಗಾರದಲ್ಲಿ ಕೈಗೊಂಡಿರುವ ಅಧಿಕಾರಿಗಳು ನೀರಿನ ಮಹತ್ವ ತಿಳಿದುಕೊಂಡು ಜಲ ಜೀವನ್ ಮಿಷನ್ ಯೋಜನೆಯ 24/7 ಅನುಷ್ಠಾನಗೊಳಿಸಲು ಅನುಕೂಲವಾಗಲಿದೆ ಎಂದು ತಿಳಿಸಿದರು. [509,1691,718,1897]
pointing-hand-icon: ☞ [59,51,76,73]
column-divider [284,921,285,1994]
farmers-demand-body-col2: ಎದುರಿಸುತ್ತಿದ್ದು, ಕೂಡಲೇ ಕೇಂದ್ರ ಸರ್ಕಾರ ಪ್ರತಿ ಕ್ವಿಂಟಲ್‌ಗೆ ರೂ. 10 ಸಾವಿರ ನೀಡಿ ಖರೀದಿಸಬೇಕು. ಅವರ ತಾಲೂಕಿನಲ್ಲಿ ಅತಿವೃಷ್ಟಿಯಿಂದ ಬೆಳೆ ನಷ್ಟವಾಗಿದ್ದು, ಸರ್ಕಾರ ಪ್ರತಿ ಎಕರೆಗೆ ರೂ. 500 ರಿಂದ 1 ಸಾವಿರ ಪರಿಹಾರ ನೀಡಬೇಕು. ಈ ಹಿಂದೆ ರೈತರಿಗೆ ಬಾಕಿ ಇರುವ ಬೆಳೆವಿಮೆ ಹಣವನ್ನು ಬಿಡುಗಡೆ ಮಾಡಬೇಕು. ರೈತರ ಪಂಪ್‌ಸೆಟ್‌ಗಳಿಗೆ ವಿದ್ಯುತ್ ಸರ್ಕಾರ ನೀಡಲು ಆರ್ಡರ್ ಪಡೆದುಕೊಳ್ಳಲು ಸ್ವಲ್ಪ ಸಮಯ ವಿಳಂಬ ಮಾಡುತ್ತಿದ್ದಾರೆ. ರೈತರಿಂದ ಆರ್ಡರ್ ಪಡೆದುಕೊಳ್ಳಲು ಕ್ರಮ ಕೈಗೊಳ್ಳಬೇಕು ಎಂದು ಒತ್ತಾಯಿಸಿದರು. [1236,1064,1503,1212]
farmers-demand-photo [960,848,1503,1056]
disability-body-col3: ಮಾಡಬೇಕು ಎಂದು ತಿಳಿಸಿದರು. ದೇಶದಲ್ಲಿ ಅಂದಾಜು 23 ಕೋಟಿ ಹಾಗೂ ರಾಜ್ಯದಲ್ಲಿ 60 ಲಕ್ಷ ವಿಕಲಚೇತನರಿದ್ದಾರೆ. 21 ಬಗೆಯ ವಿಕಲತೆಯನ್ನು ಗುರುತಿಸಲಾಗಿದೆ. ವಿಕಲಚೇತನರಿಗೆ ಶಿಕ್ಷಣ, ಉದ್ಯೋಗ, ಸಾಲ ಸೌಲಭ್ಯ ಹಾಗೂ ಸಾಮಾಜಿಕ ಸೌಲಭ್ಯಗಳನ್ನು ಕಲ್ಪಿಸುವ ಮೂಲಕ ಅವರನ್ನು ಸಮಾಜದ ಮುಖ್ಯವಾಹಿನಿಗೆ ತರುವ ಕೆಲಸವಾಗಬೇಕು. ಕಚೇರಿಗೆ ವಿಕಲಚೇತನರು ಬಂದಾಗ ಅವರ ಸಮಸ್ಯೆಗಳನ್ನು ಆಲಿಸಿ ಪರಿಹಾರ ಒದಗಿಸಬೇಕು. ಸ್ಪೆಷಲ್ ಎಜುಕೇಟರ್ ಹಾಗೂ ಬ್ರೈಲ್ ಲಿಪಿ ಪರಿಣತರನ್ನು ಶಿಕ್ಷಣ ಇಲಾಖೆ ಸಹಾಯಕ್ಕೆ ನೇಮಿಸಬೇಕು. ಸರ್ವ ಶಿಕ್ಷಣ ಅಭಿಯಾನದಡಿ ಶಾಲೆಗಳಲ್ಲಿ ವಿಕಲಚೇತನ ವಿದ್ಯಾರ್ಥಿಗಳನ್ನು [650,2067,945,2215]
newspaper-page [31,31,1509,2370]
dharani-body-col2: ಅಗಿರುವ ಎಲ್ಲ ಅವಾಂತರಗಳನ್ನು ತಕ್ಷಣವೇ ಸರಿಪಡಿಸಬೇಕು. ಕೆ.ಸಿ.ಎಸ್.ಆರ್ ನಿಯಮಾವಳಿಗಳಂತೆ ಸರ್ಕಾರಿ ರಜಾ ದಿನಗಳಲ್ಲಿ ಕರ್ತವ್ಯಕ್ಕೆ ಹಾಜರಾಗುವಂತೆ ಒತ್ತಾಯ ಮಾಡುವ ಅಧಿಕಾರಿಗಳ ವಿರುದ್ಧ ಸೂಕ್ತ ಕ್ರಮ ಜರುಗಿಸಬೇಕು. ಅಂತರ ಜಿಲ್ಲಾ ವರ್ಗಾವಣೆಗೆ ಸಂಬಂಧಿಸಿದಂತೆ ಪ್ರಕರಣಗಳ ವರ್ಗಾವಣೆಯ ಚಾಲನೆ ನೀಡಿ ಎಂದು ಆಗ್ರಹಿಸಿದರು. ಗ್ರಾಮ ಆಡಳಿತಾಧಿಕಾರಿಗಳ ಜಿಲ್ಲಾ ಆಂತರಿಕ ವರ್ಗಾವಣೆ [1236,578,1503,687]
district-item: ☞ ಗದಗ [59,74,117,96]
